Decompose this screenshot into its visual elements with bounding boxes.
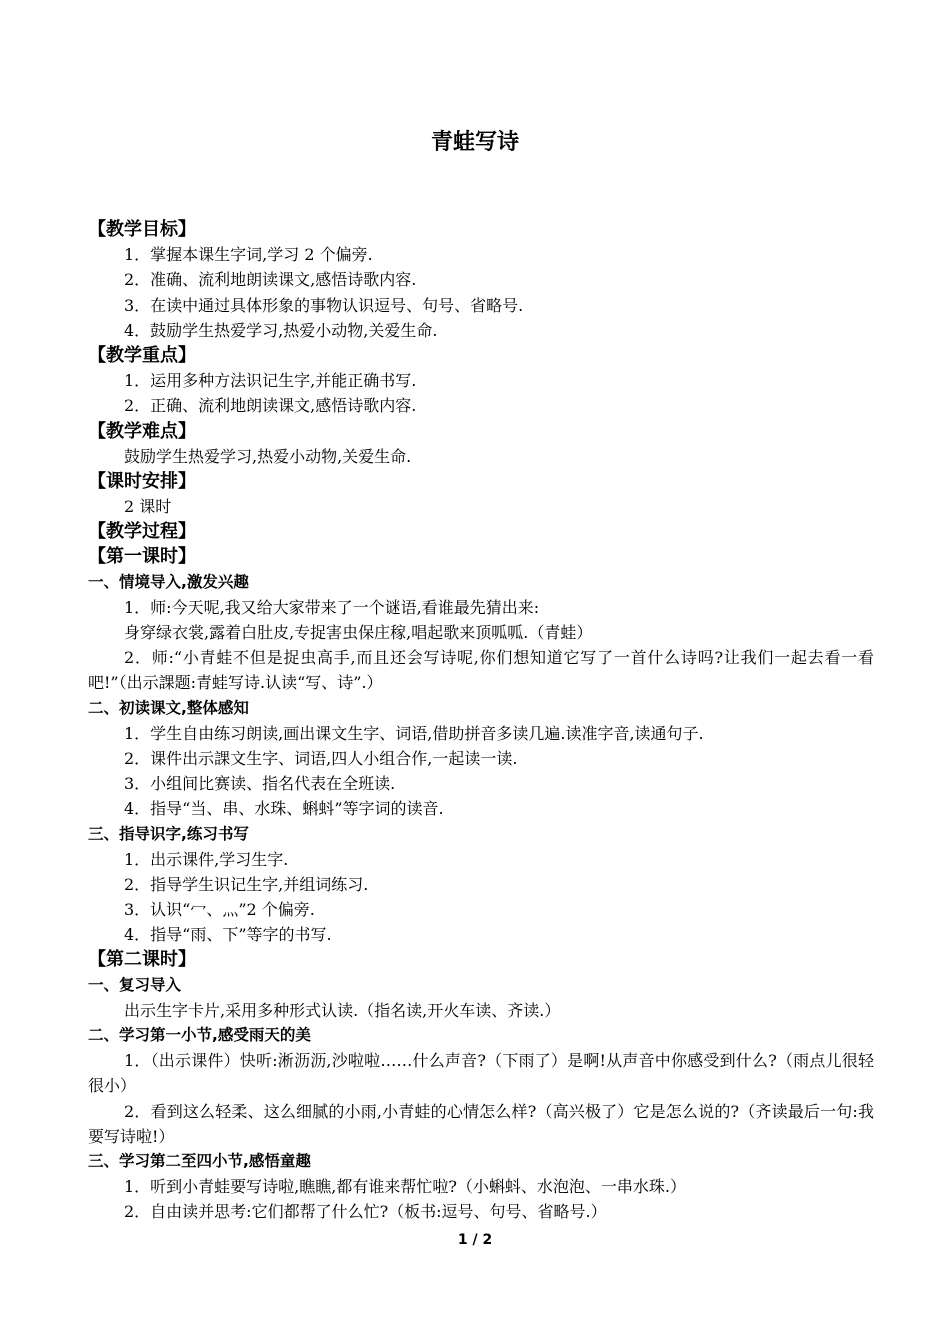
goals-heading: 【教学目标】 (88, 219, 196, 240)
goal-item: 1．掌握本课生字词,学习 2 个偏旁. (124, 245, 373, 265)
page-title: 青蛙写诗 (430, 130, 519, 155)
difficulty-text: 鼓励学生热爱学习,热爱小动物,关爱生命. (124, 446, 412, 466)
list-item: 2．课件出示課文生字、词语,四人小组合作,一起读一读. (124, 748, 518, 768)
key-point-item: 2．正确、流利地朗读课文,感悟诗歌内容. (124, 396, 417, 416)
document-body (88, 217, 874, 1225)
goal-item: 2．准确、流利地朗读课文,感悟诗歌内容. (124, 270, 417, 290)
lesson2-section1-heading: 一、复习导入 (88, 975, 182, 994)
list-item: 2．自由读并思考:它们都帮了什么忙?（板书:逗号、句号、省略号.） (124, 1202, 607, 1222)
lesson1-heading: 【第一课时】 (88, 546, 196, 568)
lesson2-section2-heading: 二、学习第一小节,感受雨天的美 (88, 1026, 311, 1045)
list-item: 3．小组间比赛读、指名代表在全班读. (124, 774, 396, 794)
goal-item: 4．鼓励学生热爱学习,热爱小动物,关爱生命. (124, 320, 438, 340)
schedule-text: 2 课时 (124, 497, 172, 517)
paragraph: 2．看到这么轻柔、这么细腻的小雨,小青蛙的心情怎么样?（高兴极了）它是怎么说的?（齐读最后一句:我要写诗啦!） (88, 1101, 874, 1146)
paragraph: 1．师:今天呢,我又给大家带来了一个谜语,看谁最先猜出来: (124, 597, 540, 617)
list-item: 4．指导“雨、下”等字的书写. (124, 925, 332, 945)
list-item: 4．指导“当、串、水珠、蝌蚪”等字词的读音. (124, 799, 444, 819)
lesson1-section1-heading: 一、情境导入,激发兴趣 (88, 572, 249, 591)
list-item: 1．出示课件,学习生字. (124, 849, 289, 869)
lesson2-section3-heading: 三、学习第二至四小节,感悟童趣 (88, 1152, 311, 1171)
paragraph: 2．师:“小青蛙不但是捉虫高手,而且还会写诗呢,你们想知道它写了一首什么诗吗?让我们一起去看一看吧!”（出示課题:青蛙写诗.认读“写、诗”.） (88, 648, 874, 693)
difficulty-heading: 【教学难点】 (88, 420, 196, 442)
list-item: 1．学生自由练习朗读,画出课文生字、词语,借助拼音多读几遍.读准字音,读通句子. (124, 723, 704, 743)
process-heading: 【教学过程】 (88, 521, 196, 543)
lesson1-section2-heading: 二、初读课文,整体感知 (88, 698, 249, 717)
paragraph: 1．（出示课件）快听:淅沥沥,沙啦啦……什么声音?（下雨了）是啊!从声音中你感受到什么?（雨点儿很轻很小） (88, 1051, 874, 1096)
schedule-heading: 【课时安排】 (88, 470, 196, 492)
paragraph: 出示生字卡片,采用多种形式认读.（指名读,开火车读、齐读.） (124, 1000, 561, 1020)
list-item: 2．指导学生识记生字,并组词练习. (124, 874, 369, 894)
page-current: 1 (457, 1232, 468, 1248)
lesson1-section3-heading: 三、指导识字,练习书写 (88, 824, 249, 843)
list-item: 1．听到小青蛙要写诗啦,瞧瞧,都有谁来帮忙啦?（小蝌蚪、水泡泡、一串水珠.） (124, 1177, 687, 1197)
lesson2-heading: 【第二课时】 (88, 949, 196, 971)
page-total: 2 (482, 1232, 493, 1248)
list-item: 3．认识“冖、灬”2 个偏旁. (124, 900, 315, 920)
goal-item: 3．在读中通过具体形象的事物认识逗号、句号、省略号. (124, 295, 524, 315)
paragraph: 身穿绿衣裳,露着白肚皮,专捉害虫保庄稼,唱起歌来顶呱呱.（青蛙） (124, 623, 593, 642)
key-points-heading: 【教学重点】 (88, 344, 196, 366)
page-number (0, 1230, 950, 1250)
key-point-item: 1．运用多种方法识记生字,并能正确书写. (124, 371, 417, 391)
page-separator: / (472, 1232, 478, 1248)
